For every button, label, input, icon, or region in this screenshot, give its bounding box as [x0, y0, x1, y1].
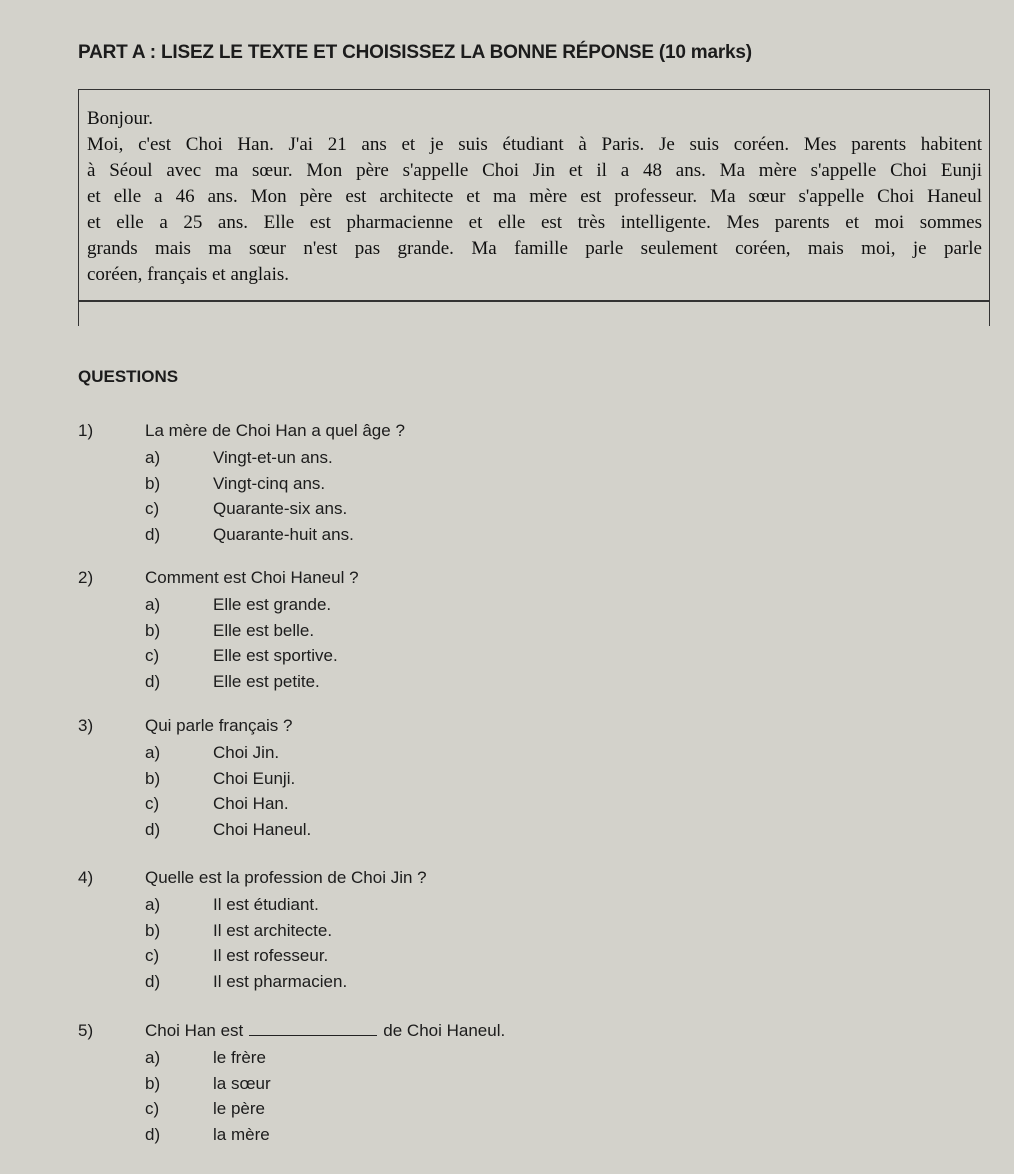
- option-a[interactable]: [78, 1045, 505, 1071]
- option-text: la mère: [213, 1124, 270, 1144]
- question-text: Qui parle français ?: [145, 716, 293, 735]
- passage-line: à Séoul avec ma sœur. Mon père s'appelle Choi Jin et il a 48 ans. Ma mère s'appelle Choi Eunji: [87, 160, 982, 181]
- option-c[interactable]: [78, 643, 359, 669]
- questions-heading: QUESTIONS: [78, 367, 179, 386]
- option-letter: c): [145, 794, 160, 813]
- option-c[interactable]: [78, 943, 427, 969]
- option-d[interactable]: [78, 817, 311, 843]
- question-number: 2): [78, 568, 94, 587]
- option-letter: d): [145, 524, 161, 544]
- option-letter: b): [145, 1073, 161, 1093]
- option-letter: b): [145, 920, 161, 940]
- question-1: [78, 417, 405, 547]
- option-text: Quarante-six ans.: [213, 499, 348, 518]
- box-divider: [79, 300, 989, 302]
- option-a[interactable]: [78, 740, 311, 766]
- question-number: 4): [78, 868, 94, 887]
- option-letter: c): [145, 946, 160, 965]
- option-letter: d): [145, 1124, 161, 1144]
- option-text: Vingt-cinq ans.: [213, 473, 326, 493]
- option-letter: b): [145, 620, 161, 640]
- option-letter: c): [145, 646, 160, 665]
- option-text: la sœur: [213, 1073, 271, 1093]
- option-text: Elle est petite.: [213, 671, 320, 691]
- question-number: 1): [78, 421, 94, 440]
- option-a[interactable]: [78, 445, 405, 471]
- option-text: Choi Haneul.: [213, 819, 312, 839]
- question-2: [78, 564, 359, 694]
- option-text: Il est étudiant.: [213, 895, 319, 914]
- option-text: Choi Han.: [213, 794, 289, 813]
- answer-blank: [249, 1021, 377, 1036]
- option-d[interactable]: [78, 969, 427, 995]
- option-text: Il est rofesseur.: [213, 946, 329, 965]
- option-letter: a): [145, 895, 161, 914]
- question-5: [78, 1017, 505, 1147]
- option-text: Vingt-et-un ans.: [213, 448, 333, 467]
- option-d[interactable]: [78, 669, 359, 695]
- option-text: Il est pharmacien.: [213, 971, 348, 991]
- option-text: le frère: [213, 1048, 266, 1067]
- option-a[interactable]: [78, 592, 359, 618]
- question-number: 3): [78, 716, 94, 735]
- part-a-title: PART A : LISEZ LE TEXTE ET CHOISISSEZ LA BONNE RÉPONSE (10 marks): [78, 42, 752, 63]
- option-text: Elle est sportive.: [213, 646, 338, 665]
- option-letter: a): [145, 1048, 161, 1067]
- option-b[interactable]: [78, 1071, 505, 1097]
- option-letter: d): [145, 671, 161, 691]
- option-letter: b): [145, 473, 161, 493]
- question-number: 5): [78, 1021, 94, 1040]
- option-letter: d): [145, 819, 161, 839]
- option-letter: a): [145, 595, 161, 614]
- question-text-before: Choi Han est: [145, 1021, 244, 1040]
- option-text: le père: [213, 1099, 265, 1118]
- question-text: La mère de Choi Han a quel âge ?: [145, 421, 405, 440]
- passage-greeting: Bonjour.: [87, 108, 153, 129]
- option-text: Elle est grande.: [213, 595, 332, 614]
- reading-passage-box: [78, 89, 990, 326]
- option-c[interactable]: [78, 791, 311, 817]
- option-letter: c): [145, 1099, 160, 1118]
- option-letter: a): [145, 448, 161, 467]
- option-c[interactable]: [78, 496, 405, 522]
- option-b[interactable]: [78, 618, 359, 644]
- option-d[interactable]: [78, 1122, 505, 1148]
- option-text: Choi Jin.: [213, 743, 280, 762]
- option-text: Elle est belle.: [213, 620, 315, 640]
- option-a[interactable]: [78, 892, 427, 918]
- passage-line: coréen, français et anglais.: [87, 264, 290, 285]
- question-3: [78, 712, 311, 842]
- question-text-after: de Choi Haneul.: [383, 1021, 506, 1040]
- passage-line: et elle a 25 ans. Elle est pharmacienne et elle est très intelligente. Mes parents et moi sommes: [87, 212, 982, 233]
- passage-line: et elle a 46 ans. Mon père est architecte et ma mère est professeur. Ma sœur s'appelle Choi Haneul: [87, 186, 982, 207]
- question-text: Comment est Choi Haneul ?: [145, 568, 359, 587]
- option-b[interactable]: [78, 766, 311, 792]
- question-text: Quelle est la profession de Choi Jin ?: [145, 868, 427, 887]
- passage-line: Moi, c'est Choi Han. J'ai 21 ans et je suis étudiant à Paris. Je suis coréen. Mes parents habitent: [87, 134, 982, 155]
- option-letter: b): [145, 768, 161, 788]
- option-text: Choi Eunji.: [213, 768, 296, 788]
- option-text: Quarante-huit ans.: [213, 524, 354, 544]
- passage-line: grands mais ma sœur n'est pas grande. Ma famille parle seulement coréen, mais moi, je parle: [87, 238, 982, 259]
- option-d[interactable]: [78, 522, 405, 548]
- option-letter: a): [145, 743, 161, 762]
- option-text: Il est architecte.: [213, 920, 333, 940]
- option-b[interactable]: [78, 471, 405, 497]
- question-4: [78, 864, 427, 994]
- option-b[interactable]: [78, 918, 427, 944]
- option-letter: d): [145, 971, 161, 991]
- option-c[interactable]: [78, 1096, 505, 1122]
- option-letter: c): [145, 499, 160, 518]
- reading-passage: [87, 106, 982, 288]
